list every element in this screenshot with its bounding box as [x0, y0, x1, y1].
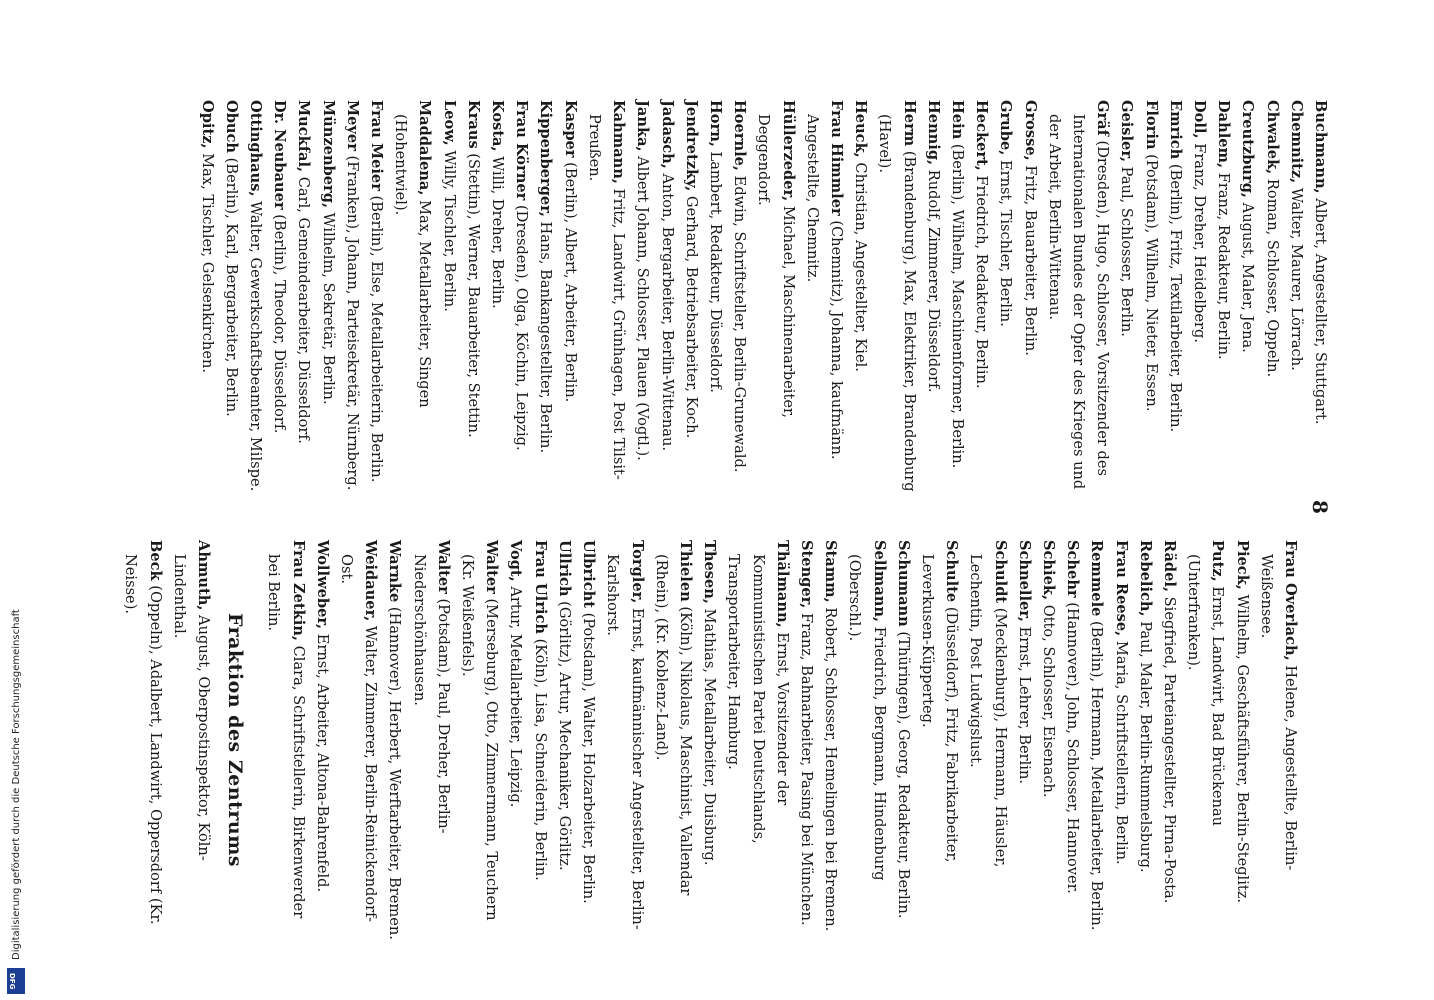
member-entry: [382, 540, 406, 940]
member-details: (Berlin), Hermann, Metallarbeiter, Berlin.: [1088, 616, 1106, 931]
member-entry: [794, 540, 818, 940]
member-details: (Berlin), Karl, Bergarbeiter, Berlin.: [222, 153, 240, 417]
member-details: (Hannover), John, Schlosser, Hannover.: [1064, 597, 1082, 894]
member-details: Paul, Maler, Berlin-Rummelsburg.: [1136, 616, 1154, 873]
member-entry: [872, 100, 920, 500]
member-entry: [388, 100, 436, 500]
member-details: Michael, Maschinenarbeiter, Deggendorf.: [755, 114, 797, 418]
member-name: Creutzburg,: [1239, 100, 1257, 199]
member-entry: [485, 100, 509, 500]
member-name: Beck: [146, 540, 164, 581]
member-entry: [915, 540, 963, 940]
member-name: Sellmann,: [870, 540, 888, 623]
member-name: Rädel,: [1160, 540, 1178, 593]
member-details: (Potsdam), Paul, Dreher, Berlin-Niederschönhausen.: [410, 554, 452, 834]
member-entry: [291, 100, 315, 500]
member-details: Ernst, Vorsitzender der Kommunistischen Partei Deutschlands, Transportarbeiter, Hamburg.: [725, 554, 791, 844]
member-name: Walter: [483, 540, 501, 594]
member-entry: [552, 540, 576, 940]
member-details: Friedrich, Redakteur, Berlin.: [973, 170, 991, 389]
member-entry: [1284, 100, 1308, 500]
member-name: Frau Himmler: [827, 100, 845, 216]
member-entry: [1042, 100, 1115, 500]
page-number: 8: [1308, 500, 1332, 514]
member-entry: [1187, 100, 1211, 500]
member-name: Heckert,: [973, 100, 991, 171]
member-details: (Brandenburg), Max, Elektriker, Brandenburg (Havel).: [876, 114, 918, 492]
member-details: Helene, Angestellte, Berlin-Weißensee.: [1257, 554, 1299, 871]
member-name: Stenger,: [797, 540, 815, 609]
member-details: (Köln), Nikolaus, Maschinist, Vallendar (Rhein), (Kr. Koblenz-Land).: [652, 554, 694, 896]
member-entry: [891, 540, 915, 940]
member-name: Maddalena,: [416, 100, 434, 196]
member-entry: [1036, 540, 1060, 940]
member-name: Dr. Neubauer: [271, 100, 289, 210]
member-name: Münzenberg,: [319, 100, 337, 209]
member-details: Willy, Tischler, Berlin.: [440, 145, 458, 312]
member-name: Kraus: [464, 100, 482, 149]
member-name: Kosta,: [489, 100, 507, 152]
member-entry: [654, 100, 678, 500]
member-details: Albert, Angestellter, Stuttgart.: [1312, 193, 1329, 425]
member-name: Frau Ulrich: [531, 540, 549, 634]
member-name: Pieck,: [1233, 540, 1251, 590]
member-entry: [727, 100, 751, 500]
member-name: Torgler,: [628, 540, 646, 604]
member-entry: [969, 100, 993, 500]
member-entry: [1138, 100, 1162, 500]
member-name: Schumann: [894, 540, 912, 627]
member-details: Maria, Schriftstellerin, Berlin.: [1112, 636, 1130, 865]
rotated-book-page: [102, 100, 1332, 1000]
member-details: (Merseburg), Otto, Zimmermann, Teuchern (Kr. Weißenfels).: [459, 554, 501, 921]
member-entry: [315, 100, 339, 500]
member-name: Herm: [900, 100, 918, 147]
member-name: Kippenberger,: [537, 100, 555, 217]
member-name: Stamm,: [822, 540, 840, 603]
member-name: Chwalek,: [1263, 100, 1281, 175]
member-entry: [1308, 100, 1332, 500]
member-details: (Potsdam), Wilhelm, Nieter, Essen.: [1142, 149, 1160, 412]
member-name: Vogt,: [507, 540, 525, 582]
member-entry: [219, 100, 243, 500]
member-entry: [1229, 540, 1253, 940]
member-details: (Oppeln), Adalbert, Landwirt, Oppersdorf (Kr. Neisse).: [122, 554, 164, 925]
member-entry: [697, 540, 721, 940]
member-entry: [310, 540, 334, 940]
member-details: Hans, Bankangestellter, Berlin.: [537, 216, 555, 454]
member-name: Frau Zetkin,: [289, 540, 307, 641]
footer-credit: Digitalisierung gefördert durch die Deutsche Forschungsgemeinschaft: [11, 609, 22, 960]
member-details: Walter, Maurer, Lörrach.: [1287, 183, 1305, 371]
member-name: Schehr: [1064, 540, 1082, 598]
member-entry: [1254, 540, 1302, 940]
member-entry: [945, 100, 969, 500]
member-entry: [1181, 540, 1229, 940]
dfg-logo: DFG: [7, 968, 25, 994]
member-entry: [630, 100, 654, 500]
member-name: Heuck,: [852, 100, 870, 158]
member-entry: [436, 100, 460, 500]
member-name: Ottinghaus,: [247, 100, 265, 197]
member-name: Schuldt: [991, 540, 1009, 604]
member-details: Franz, Dreher, Heidelberg.: [1190, 138, 1208, 343]
member-name: Schneller,: [1015, 540, 1033, 623]
member-entry: [921, 100, 945, 500]
member-name: Wollweber,: [313, 540, 331, 630]
member-name: Thesen,: [701, 540, 719, 604]
member-name: Rebelich,: [1136, 540, 1154, 617]
member-name: Meyer: [343, 100, 361, 151]
member-name: Doll,: [1190, 100, 1208, 139]
member-details: Anton, Bergarbeiter, Berlin-Wittenau.: [658, 168, 676, 452]
member-name: Remmele: [1088, 540, 1106, 617]
member-entry: [533, 100, 557, 500]
member-entry: [1012, 540, 1036, 940]
member-details: Ernst, kaufmännischer Angestellter, Berlin-Karlshorst.: [604, 554, 646, 930]
member-entry: [800, 100, 848, 500]
member-name: Thälmann,: [773, 540, 791, 628]
member-entry: [1163, 100, 1187, 500]
member-entry: [751, 100, 799, 500]
member-details: (Berlin), Fritz, Textilarbeiter, Berlin.: [1166, 159, 1184, 433]
member-details: Max, Metallarbeiter, Singen (Hohentwiel).: [392, 114, 434, 408]
member-details: Mathias, Metallarbeiter, Duisburg.: [701, 603, 719, 866]
member-name: Ulbricht: [580, 540, 598, 608]
footer: [6, 0, 26, 1000]
member-details: Otto, Schlosser, Eisenach.: [1039, 600, 1057, 798]
member-details: Ernst, Lehrer, Berlin.: [1015, 622, 1033, 785]
member-details: Walter, Gewerkschaftsbeamter, Milspe.: [247, 196, 265, 492]
member-name: Jendretzky,: [682, 100, 700, 192]
member-details: Rudolf, Zimmerer, Düsseldorf.: [924, 165, 942, 393]
member-details: Ernst, Arbeiter, Altona-Bahrenfeld.: [313, 629, 331, 893]
member-details: (Dresden), Olga, Köchin, Leipzig.: [513, 200, 531, 451]
member-entry: [1157, 540, 1181, 940]
member-name: Kasper: [561, 100, 579, 158]
member-details: Ernst, Tischler, Berlin.: [997, 155, 1015, 327]
member-details: Fritz, Bauarbeiter, Berlin.: [1021, 160, 1039, 356]
member-name: Schulte: [943, 540, 961, 603]
member-details: (Berlin), Wilhelm, Maschinenformer, Berlin.: [948, 139, 966, 469]
member-entry: [582, 100, 630, 500]
member-entry: [558, 100, 582, 500]
member-entry: [1017, 100, 1041, 500]
member-entry: [528, 540, 552, 940]
member-details: (Thüringen), Georg, Redakteur, Berlin.: [894, 626, 912, 919]
member-entry: [1235, 100, 1259, 500]
member-entry: [848, 100, 872, 500]
member-details: (Berlin), Else, Metallarbeiterin, Berlin.: [368, 190, 386, 483]
member-details: (Dresden), Hugo, Schlosser, Vorsitzender des Internationalen Bundes der Opfer des Krieges und der Arbeit, Berlin-Wittenau.: [1045, 114, 1112, 490]
member-name: Grosse,: [1021, 100, 1039, 161]
member-entry: [842, 540, 890, 940]
member-details: Roman, Schlosser, Oppeln.: [1263, 174, 1281, 378]
member-details: Carl, Gemeindearbeiter, Düsseldorf.: [295, 172, 313, 444]
member-entry: [1108, 540, 1132, 940]
member-entry: [1211, 100, 1235, 500]
member-entry: [334, 540, 382, 940]
member-name: Frau Körner: [513, 100, 531, 201]
member-name: Hennig,: [924, 100, 942, 166]
member-name: Janka,: [634, 100, 652, 152]
member-name: Warnke: [386, 540, 404, 603]
member-name: Ullrich: [555, 540, 573, 597]
member-details: Paul, Schlosser, Berlin.: [1118, 162, 1136, 337]
member-entry: [167, 540, 215, 940]
member-entry: [406, 540, 454, 940]
section-heading: Fraktion des Zentrums: [224, 612, 247, 868]
member-name: Hoernle,: [731, 100, 749, 172]
member-name: Frau Reese,: [1112, 540, 1130, 637]
member-entry: [1084, 540, 1108, 940]
member-entry: [455, 540, 503, 940]
member-entry: [721, 540, 794, 940]
member-name: Horn,: [706, 100, 724, 147]
member-details: Lambert, Redakteur, Düsseldorf.: [706, 146, 724, 393]
member-name: Leow,: [440, 100, 458, 146]
member-name: Buchmann,: [1312, 100, 1329, 194]
member-details: Franz, Bahnarbeiter, Pasing bei München.: [797, 608, 815, 926]
member-entry: [1114, 100, 1138, 500]
member-name: Hüllerzeder,: [779, 100, 797, 202]
member-details: Ernst, Landwirt, Bad Brückenau (Unterfranken).: [1185, 554, 1227, 827]
member-name: Emrich: [1166, 100, 1184, 160]
member-entry: [1060, 540, 1084, 940]
member-entry: [461, 100, 485, 500]
member-entry: [118, 540, 166, 940]
member-details: (Mecklenburg), Hermann, Häusler, Lechentin, Post Ludwigslust.: [967, 554, 1009, 868]
zentrum-entries: [118, 540, 215, 940]
member-name: Gräf: [1094, 100, 1112, 136]
member-details: (Stettin), Werner, Bauarbeiter, Stettin.: [464, 148, 482, 438]
member-entry: [261, 540, 309, 940]
member-entry: [600, 540, 648, 940]
member-details: Clara, Schriftstellerin, Birkenwerder bei Berlin.: [265, 554, 307, 919]
member-name: Hein: [948, 100, 966, 140]
member-entry: [1259, 100, 1283, 500]
member-name: Thielen: [676, 540, 694, 602]
member-entry: [818, 540, 842, 940]
member-details: (Berlin), Albert, Arbeiter, Berlin.: [561, 157, 579, 403]
member-name: Schiek,: [1039, 540, 1057, 601]
member-details: Franz, Redakteur, Berlin.: [1215, 168, 1233, 360]
member-name: Ahmuth,: [195, 540, 213, 611]
member-entry: [993, 100, 1017, 500]
member-name: Kahmann,: [610, 100, 628, 184]
member-name: Frau Overlach,: [1282, 540, 1299, 661]
member-name: Chemnitz,: [1287, 100, 1305, 184]
member-name: Opitz,: [198, 100, 216, 149]
member-name: Muckfal,: [295, 100, 313, 173]
member-details: (Chemnitz), Johanna, kaufmänn. Angestellte, Chemnitz.: [803, 114, 845, 460]
member-entry: [509, 100, 533, 500]
member-details: Fritz, Landwirt, Grünhagen, Post Tilsit-Preußen.: [585, 114, 628, 480]
member-entry: [364, 100, 388, 500]
member-name: Dahlem,: [1215, 100, 1233, 169]
member-name: Florin: [1142, 100, 1160, 150]
member-entry: [1133, 540, 1157, 940]
right-entries: [261, 540, 1302, 940]
member-entry: [649, 540, 697, 940]
member-name: Geisler,: [1118, 100, 1136, 163]
member-entry: [679, 100, 703, 500]
member-details: Wilhelm, Geschäftsführer, Berlin-Steglitz.: [1233, 589, 1251, 904]
member-details: Edwin, Schriftsteller, Berlin-Grunewald.: [731, 171, 749, 473]
member-details: August, Oberpostinspektor, Köln-Lindenthal.: [170, 554, 213, 861]
member-entry: [194, 100, 218, 500]
left-column: [194, 100, 1332, 500]
member-details: (Franken), Johann, Parteisekretär, Nürnberg.: [343, 150, 361, 491]
member-details: (Hannover), Herbert, Werftarbeiter, Bremen.: [386, 602, 404, 940]
member-entry: [703, 100, 727, 500]
member-name: Weidauer,: [362, 540, 380, 622]
member-details: August, Maler, Jena.: [1239, 198, 1257, 353]
member-details: (Köln), Lisa, Schneiderin, Berlin.: [531, 633, 549, 881]
member-name: Grube,: [997, 100, 1015, 156]
member-name: Putz,: [1209, 540, 1227, 582]
member-details: Max, Tischler, Gelsenkirchen.: [198, 148, 216, 374]
member-name: Obuch: [222, 100, 240, 154]
member-entry: [340, 100, 364, 500]
member-entry: [963, 540, 1011, 940]
member-details: Friedrich, Bergmann, Hindenburg (Oberschl.).: [846, 554, 888, 881]
member-details: Willi, Dreher, Berlin.: [489, 151, 507, 309]
member-details: Artur, Metallarbeiter, Leipzig.: [507, 581, 525, 808]
member-details: (Düsseldorf), Fritz, Fabrikarbeiter, Leverkusen-Küpperteg.: [918, 554, 961, 863]
member-details: Walter, Zimmerer, Berlin-Reinickendorf-Ost.: [338, 554, 380, 922]
member-details: (Berlin), Theodor, Düsseldorf.: [271, 209, 289, 434]
member-details: (Potsdam), Walter, Holzarbeiter, Berlin.: [580, 607, 598, 904]
member-entry: [576, 540, 600, 940]
member-entry: [267, 100, 291, 500]
right-column: [118, 540, 1302, 940]
member-entry: [243, 100, 267, 500]
member-details: Siegfried, Parteiangestellter, Pirna-Posta.: [1160, 592, 1178, 904]
member-details: Albert Johann, Schlosser, Plauen (Vogtl.).: [634, 151, 652, 461]
member-details: Wilhelm, Sekretär, Berlin.: [319, 208, 337, 405]
member-name: Frau Meier: [368, 100, 386, 191]
member-entry: [503, 540, 527, 940]
member-details: Gerhard, Betriebsarbeiter, Koch.: [682, 191, 700, 439]
member-details: Christian, Angestellter, Kiel.: [852, 157, 870, 372]
member-name: Walter: [434, 540, 452, 594]
member-details: (Görlitz), Artur, Mechaniker, Görlitz.: [555, 596, 573, 871]
member-name: Jadasch,: [658, 100, 676, 169]
member-details: Robert, Schlosser, Hemelingen bei Bremen.: [822, 602, 840, 932]
